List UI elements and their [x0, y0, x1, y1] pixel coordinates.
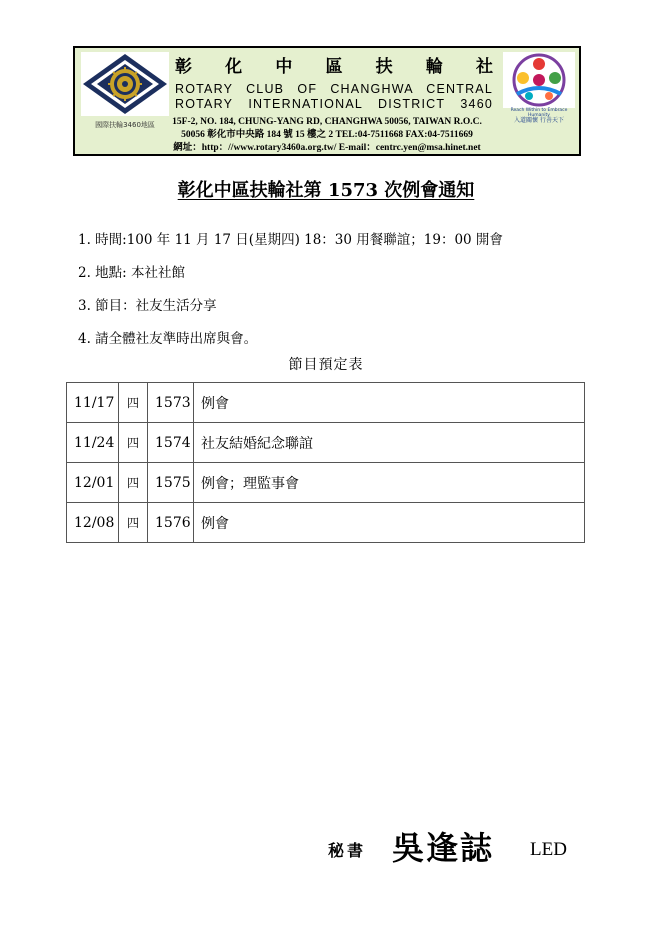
notice-item-time: 1. 時間:100 年 11 月 17 日(星期四) 18：30 用餐聯誼；19：00 開會: [78, 232, 503, 248]
row-weekday: 四: [119, 463, 148, 503]
row-meeting-number: 1574: [148, 423, 194, 463]
row-program: 例會: [194, 503, 585, 543]
district-logo-caption: 國際扶輪3460地區: [95, 121, 155, 129]
row-program: 社友結婚紀念聯誼: [194, 423, 585, 463]
row-meeting-number: 1573: [148, 383, 194, 423]
schedule-table: [66, 382, 585, 543]
table-row: [67, 423, 585, 463]
letterhead: [73, 46, 581, 156]
notice-title-text: 彰化中區扶輪社第 1573 次例會通知: [177, 180, 475, 201]
row-date: 11/17: [67, 383, 119, 423]
row-meeting-number: 1576: [148, 503, 194, 543]
row-date: 11/24: [67, 423, 119, 463]
rotary-district-emblem-icon: [81, 52, 169, 116]
district-name-english: ROTARY INTERNATIONAL DISTRICT 3460: [175, 97, 493, 111]
theme-logo-caption-chinese: 入道關懷 行善天下: [514, 117, 564, 124]
table-row: [67, 463, 585, 503]
theme-logo-icon: [503, 52, 575, 108]
table-row: [67, 503, 585, 543]
theme-logo-caption-english: Reach Within to Embrace Humanity: [510, 108, 568, 118]
signature-name: 吳逢誌: [392, 829, 495, 867]
club-name-english: ROTARY CLUB OF CHANGHWA CENTRAL: [175, 82, 493, 96]
schedule-caption: 節目預定表: [288, 357, 364, 373]
notice-title: [0, 176, 652, 202]
signature-title: 秘書: [328, 841, 367, 860]
table-row: [67, 383, 585, 423]
row-program: 例會: [194, 383, 585, 423]
notice-item-attendance: 4. 請全體社友準時出席與會。: [78, 331, 258, 347]
row-date: 12/01: [67, 463, 119, 503]
row-weekday: 四: [119, 383, 148, 423]
row-weekday: 四: [119, 503, 148, 543]
address-chinese: 50056 彰化市中央路 184 號 15 樓之 2 TEL:04-7511668 FAX:04-7511669: [181, 130, 473, 140]
row-date: 12/08: [67, 503, 119, 543]
club-name-chinese: 彰 化 中 區 扶 輪 社: [175, 57, 495, 77]
address-english: 15F-2, NO. 184, CHUNG-YANG RD, CHANGHWA 50056, TAIWAN R.O.C.: [172, 117, 482, 127]
signature-initials: LED: [530, 839, 567, 860]
row-meeting-number: 1575: [148, 463, 194, 503]
row-program: 例會；理監事會: [194, 463, 585, 503]
row-weekday: 四: [119, 423, 148, 463]
notice-item-location: 2. 地點: 本社社館: [78, 265, 186, 281]
notice-items: [78, 224, 503, 356]
website-email-line: 網址：http：//www.rotary3460a.org.tw/ E-mail：centrc.yen@msa.hinet.net: [173, 143, 481, 153]
notice-item-program: 3. 節目：社友生活分享: [78, 298, 217, 314]
